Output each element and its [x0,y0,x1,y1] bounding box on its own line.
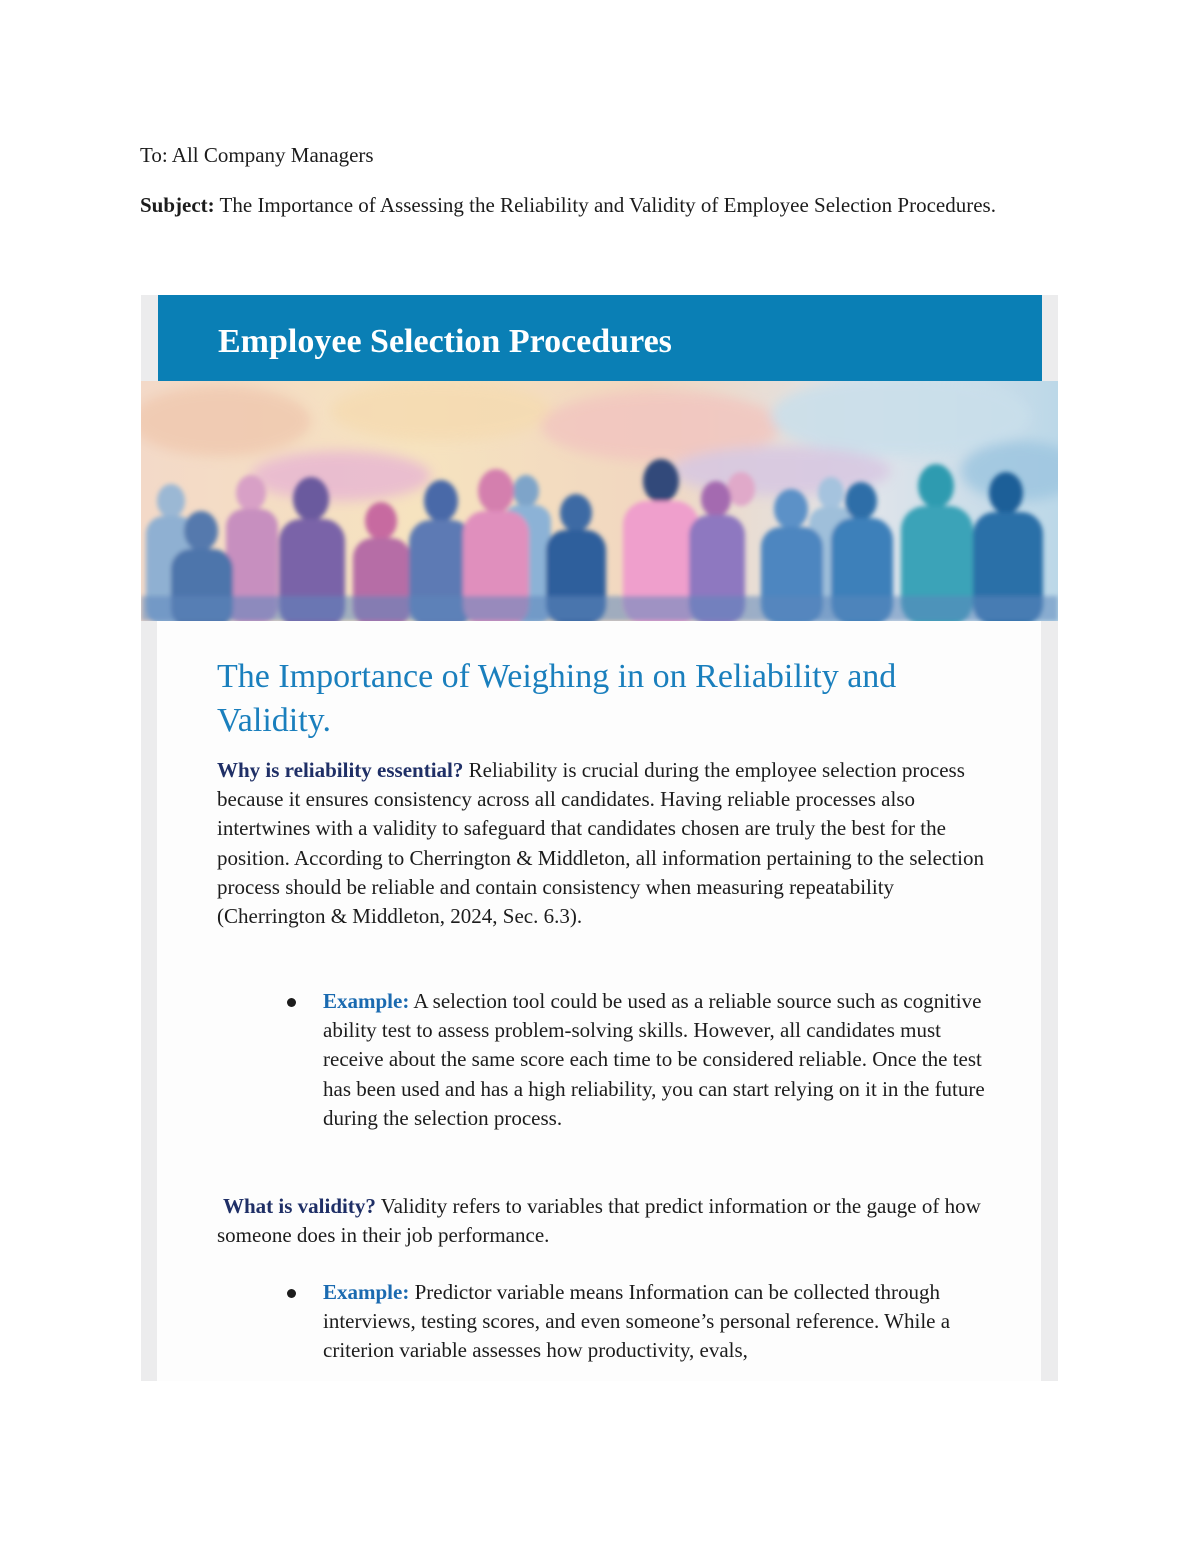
section-title: The Importance of Weighing in on Reliability and Validity. [217,658,897,739]
reliability-example-text: A selection tool could be used as a reliable source such as cognitive ability test to assess problem-solving skills. However, all candidates must receive about the same score each time to be considered reliable. Once the test has been used and has a high reliability, you can start relying on it in the future during the selection process. [323,989,985,1130]
validity-example-item [323,1278,1003,1366]
memo-to-line: To: All Company Managers [140,143,374,167]
validity-question: What is validity? [223,1194,376,1218]
newsletter-body [157,621,1041,1381]
memo-subject-line [140,189,1020,221]
reliability-paragraph [217,756,1007,931]
newsletter-header [158,295,1042,381]
newsletter-title: Employee Selection Procedures [218,323,672,360]
validity-example-label: Example: [323,1280,410,1304]
banner-image [141,381,1058,621]
reliability-example-item [323,987,1003,1133]
validity-paragraph [217,1192,1007,1250]
reliability-text: Reliability is crucial during the employee selection process because it ensures consistency across all candidates. Having reliable processes also intertwines with a validity to safeguard that candidates chosen are truly the best for the position. According to Cherrington & Middleton, all information pertaining to the selection process should be reliable and contain consistency when measuring repeatability (Cherrington & Middleton, 2024, Sec. 6.3). [217,758,984,929]
bullet-icon [287,1289,296,1298]
validity-example-text: Predictor variable means Information can be collected through interviews, testing scores, and even someone’s personal reference. While a criterion variable assesses how productivity, evals, [323,1280,951,1363]
subject-label: Subject: [140,193,215,217]
validity-text: Validity refers to variables that predict information or the gauge of how someone does in their job performance. [217,1194,981,1248]
reliability-question: Why is reliability essential? [217,758,464,782]
newsletter-card [141,295,1058,1381]
bullet-icon [287,998,296,1007]
reliability-example-label: Example: [323,989,410,1013]
subject-text: The Importance of Assessing the Reliability and Validity of Employee Selection Procedures. [214,193,996,217]
